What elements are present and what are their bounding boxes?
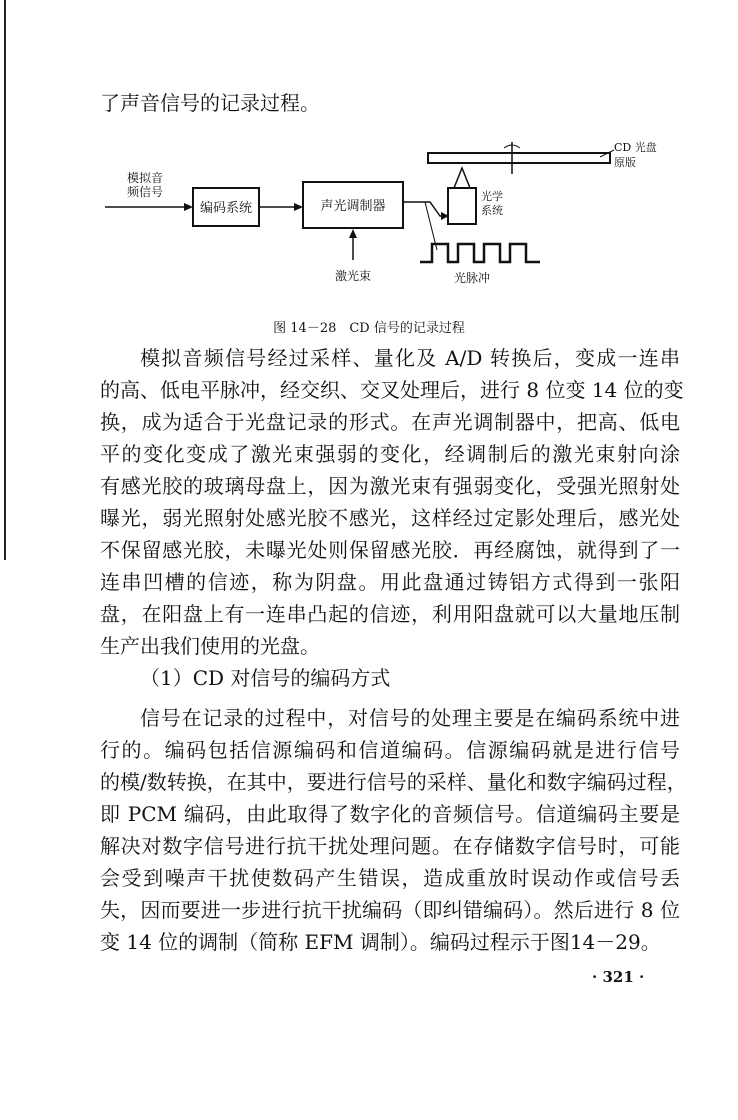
paragraph-2-line: 信号在记录的过程中，对信号的处理主要是在编码系统中进 [140,706,680,730]
modulator-label: 声光调制器 [320,199,386,214]
paragraph-2-line: 会受到噪声干扰使数码产生错误，造成重放时误动作或信号丢 [100,866,680,890]
paragraph-1-line: 的高、低电平脉冲，经交织、交叉处理后，进行 8 位变 14 位的变 [100,378,684,402]
optics-box [448,188,476,224]
paragraph-1-line: 连串凹槽的信迹，称为阴盘。用此盘通过铸铝方式得到一张阳 [100,570,680,594]
section-heading: （1）CD 对信号的编码方式 [140,666,391,690]
input-arrowhead [184,203,193,211]
paragraph-1-line: 曝光，弱光照射处感光胶不感光，这样经过定影处理后，感光处 [100,506,680,530]
paragraph-2-line: 即 PCM 编码，由此取得了数字化的音频信号。信道编码主要是 [100,802,680,826]
paragraph-1-line: 盘，在阳盘上有一连串凸起的信迹，利用阳盘就可以大量地压制 [100,602,680,626]
paragraph-1-line: 平的变化变成了激光束强弱的变化，经调制后的激光束射向涂 [100,442,680,466]
cd-master-disc [428,153,610,163]
input-label-line1: 模拟音 [126,171,164,185]
optics-label-line2: 系统 [481,204,503,217]
paragraph-2-line: 变 14 位的调制（简称 EFM 调制）。编码过程示于图14－29。 [100,930,661,954]
paragraph-1-line: 不保留感光胶，未曝光处则保留感光胶．再经腐蚀，就得到了一 [100,538,680,562]
paragraph-2-line: 行的。编码包括信源编码和信道编码。信源编码就是进行信号 [100,738,680,762]
light-pulse-waveform [420,244,540,262]
paragraph-1-line: 换，成为适合于光盘记录的形式。在声光调制器中，把高、低电 [100,410,680,434]
intro-line: 了声音信号的记录过程。 [100,91,320,115]
paragraph-1-line: 有感光胶的玻璃母盘上，因为激光束有强弱变化，受强光照射处 [100,474,680,498]
optics-label-line1: 光学 [481,190,503,203]
figure-caption: 图 14－28 CD 信号的记录过程 [273,321,465,336]
encoder-modulator-arrowhead [294,203,303,211]
lens-cone [454,168,470,188]
laser-arrowhead [349,229,357,238]
cd-recording-diagram [0,130,738,300]
disc-label-line1: CD 光盘 [614,141,657,154]
input-label-line2: 频信号 [126,185,164,199]
paragraph-2-line: 失，因而要进一步进行抗干扰编码（即纠错编码）。然后进行 8 位 [100,898,680,922]
paragraph-2-line: 解决对数字信号进行抗干扰处理问题。在存储数字信号时，可能 [100,834,680,858]
disc-label-line2: 原版 [614,156,636,169]
pulse-label: 光脉冲 [453,271,491,285]
paragraph-1-line: 模拟音频信号经过采样、量化及 A/D 转换后，变成一连串 [140,346,680,370]
laser-label: 激光束 [334,269,372,283]
paragraph-1-line: 生产出我们使用的光盘。 [100,634,320,658]
paragraph-2-line: 的模/数转换，在其中，要进行信号的采样、量化和数字编码过程， [100,770,687,794]
page-number: · 321 · [592,968,645,986]
encoder-label: 编码系统 [199,201,253,216]
